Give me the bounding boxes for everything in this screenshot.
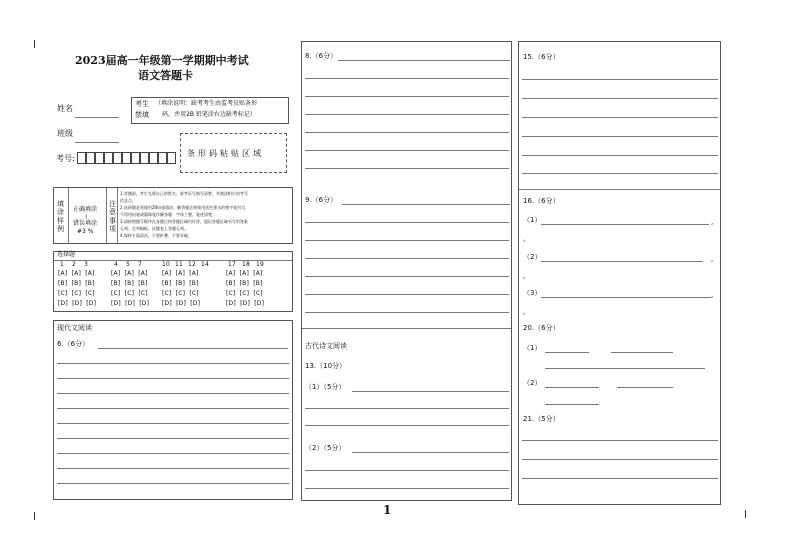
answer-line[interactable] [57, 438, 289, 439]
choice-options[interactable]: [C] [C] [C] [58, 290, 95, 297]
question-13-2-label: （2）（5分） [305, 444, 346, 452]
comma: , [711, 255, 714, 263]
note-line: 信息点。 [120, 198, 136, 203]
choice-options[interactable]: [A] [A] [A] [58, 270, 95, 277]
question-16-1-label: （1） [523, 216, 542, 224]
answer-line[interactable] [305, 222, 509, 223]
choice-number: 19 [256, 261, 265, 268]
choice-options[interactable]: [A] [A] [A] [226, 270, 263, 277]
answer-line[interactable] [57, 423, 289, 424]
note-line: 不得用铅笔或圆珠笔作解答题：字体工整、笔迹清楚。 [120, 212, 216, 217]
answer-line[interactable] [522, 136, 718, 137]
page-title: 2023届高一年级第一学期期中考试 [75, 54, 249, 67]
answer-line[interactable] [352, 452, 509, 453]
exam-no-cell[interactable] [158, 152, 167, 164]
choice-number: 12 [188, 261, 197, 268]
choice-options[interactable]: [D] [D] [D] [162, 300, 201, 307]
note-line: 2.选择题必须使用2B铅笔填涂；解答题必须使用黑色墨水的签字笔书写， [120, 205, 250, 210]
exam-no-cell[interactable] [86, 152, 95, 164]
answer-line[interactable] [305, 276, 509, 277]
answer-line[interactable] [522, 117, 718, 118]
note-line: 无效；在草稿纸、试题卷上答题无效。 [120, 226, 188, 231]
page-subtitle: 语文答题卡 [138, 69, 193, 82]
answer-line[interactable] [305, 78, 509, 79]
answer-line[interactable] [57, 468, 289, 469]
question-20-1-label: （1） [523, 344, 542, 352]
choice-number: 1 [60, 261, 65, 268]
exam-no-cell[interactable] [149, 152, 158, 164]
choice-options[interactable]: [A] [A] [A] [111, 270, 148, 277]
note-line: 4.保持卡面清洁，不要折叠、不要弄破。 [120, 233, 192, 238]
choice-number: 4 [114, 261, 119, 268]
answer-line[interactable] [57, 393, 289, 394]
answer-line[interactable] [57, 363, 289, 364]
column-2 [301, 41, 512, 501]
choice-options[interactable]: [B] [B] [B] [162, 280, 199, 287]
exam-no-cell[interactable] [167, 152, 176, 164]
exam-no-cell[interactable] [131, 152, 140, 164]
barcode-label: 条形码粘贴区域 [187, 149, 264, 158]
choice-options[interactable]: [B] [B] [B] [111, 280, 148, 287]
answer-line[interactable] [305, 240, 509, 241]
question-16-3-label: （3） [523, 289, 542, 297]
answer-line[interactable] [545, 404, 599, 405]
answer-line[interactable] [305, 294, 509, 295]
choice-number: 7 [138, 261, 143, 268]
class-label: 班级 [57, 129, 73, 138]
notes-label: 注意事项 [109, 200, 116, 234]
section-title: 现代文阅读 [57, 324, 92, 332]
answer-line[interactable] [305, 470, 509, 471]
answer-line[interactable] [522, 155, 718, 156]
exam-no-cell[interactable] [122, 152, 131, 164]
page-number: 1 [383, 503, 392, 517]
choice-number: 18 [242, 261, 251, 268]
answer-line[interactable] [545, 368, 705, 369]
question-13-1-label: （1）（5分） [305, 383, 346, 391]
answer-line[interactable] [305, 132, 509, 133]
choice-options[interactable]: [C] [C] [C] [111, 290, 148, 297]
choice-options[interactable]: [A] [A] [A] [162, 270, 199, 277]
answer-line[interactable] [611, 352, 673, 353]
period: 。 [523, 272, 530, 280]
answer-line[interactable] [57, 408, 289, 409]
section-divider [519, 189, 720, 190]
answer-line[interactable] [541, 261, 703, 262]
answer-line[interactable] [545, 387, 599, 388]
answer-line[interactable] [522, 98, 718, 99]
answer-line[interactable] [342, 204, 510, 205]
answer-line[interactable] [522, 478, 718, 479]
question-6-label: 6.（6分） [57, 340, 90, 348]
answer-line[interactable] [541, 297, 711, 298]
example-wrong: 错误填涂 [73, 220, 98, 227]
answer-line[interactable] [305, 150, 509, 151]
exam-no-label: 考号: [56, 154, 75, 163]
instructions-box [53, 187, 293, 244]
answer-line[interactable] [522, 173, 718, 174]
answer-line[interactable] [522, 440, 718, 441]
answer-line[interactable] [305, 168, 509, 169]
question-15-label: 15.（6分） [523, 53, 560, 61]
question-9-label: 9.（6分） [305, 196, 338, 204]
choice-options[interactable]: [D] [D] [D] [111, 300, 150, 307]
choice-number: 17 [228, 261, 237, 268]
example-correct: 正确填涂 [73, 206, 98, 213]
answer-line[interactable] [352, 391, 509, 392]
choice-number: 2 [72, 261, 77, 268]
candidate-note-text1: （填涂说明：缺考考生由监考员贴条形 [155, 100, 258, 107]
answer-line[interactable] [541, 224, 709, 225]
barcode-area [180, 133, 287, 173]
choice-options[interactable]: [C] [C] [C] [162, 290, 199, 297]
period: 。 [523, 308, 530, 316]
name-label: 姓名 [57, 104, 73, 113]
note-line: 1.答题前，考生先将自己的姓名、准考证号填写清楚，并填涂相应的考号 [120, 191, 248, 196]
answer-line[interactable] [57, 483, 289, 484]
answer-line[interactable] [305, 114, 509, 115]
question-21-label: 21.（5分） [523, 415, 560, 423]
name-line[interactable] [75, 117, 119, 118]
answer-line[interactable] [617, 387, 673, 388]
exam-no-cell[interactable] [104, 152, 113, 164]
registration-mark [34, 40, 35, 48]
question-16-label: 16.（6分） [523, 197, 560, 205]
answer-line[interactable] [57, 378, 289, 379]
question-20-2-label: （2） [523, 379, 542, 387]
choice-number: 14 [201, 261, 210, 268]
question-16-2-label: （2） [523, 253, 542, 261]
period: 。 [523, 235, 530, 243]
notes-list [120, 190, 292, 239]
comma: , [711, 291, 714, 299]
answer-line[interactable] [98, 348, 288, 349]
answer-line[interactable] [305, 312, 509, 313]
example-label: 填涂样例 [57, 200, 64, 234]
note-line: 3.请按照题号顺序在各题目的答题区域内作答，超出答题区域书写的答案 [120, 219, 248, 224]
question-13-label: 13.（10分） [305, 362, 347, 370]
answer-line[interactable] [57, 453, 289, 454]
answer-line[interactable] [338, 60, 510, 61]
answer-line[interactable] [522, 459, 718, 460]
answer-line[interactable] [305, 425, 509, 426]
choice-options[interactable]: [D] [D] [D] [58, 300, 97, 307]
exam-no-cell[interactable] [77, 152, 86, 164]
section-divider [302, 328, 511, 329]
candidate-note-prefix1: 考生 [135, 100, 149, 108]
choice-number: 10 [162, 261, 171, 268]
registration-mark [745, 510, 746, 518]
choice-options[interactable]: [D] [D] [D] [226, 300, 265, 307]
answer-line[interactable] [305, 408, 509, 409]
exam-no-cell[interactable] [95, 152, 104, 164]
class-line[interactable] [75, 142, 119, 143]
answer-line[interactable] [522, 79, 718, 80]
candidate-note-box [131, 97, 289, 124]
candidate-note-text2: 码，并用2B 铅笔涂右边缺考标记） [162, 111, 256, 118]
example-mark: ! [85, 214, 88, 221]
answer-line[interactable] [305, 488, 509, 489]
exam-no-cell[interactable] [113, 152, 122, 164]
registration-mark [34, 512, 35, 520]
comma: , [711, 218, 714, 226]
choice-number: 11 [175, 261, 184, 268]
choice-number: 3 [84, 261, 89, 268]
choice-options[interactable]: [B] [B] [B] [58, 280, 95, 287]
answer-line[interactable] [305, 96, 509, 97]
choice-section [53, 251, 293, 312]
exam-no-cell[interactable] [140, 152, 149, 164]
candidate-note-prefix2: 禁填 [135, 111, 149, 119]
section-title: 古代诗文阅读 [305, 342, 347, 350]
choice-number: 5 [126, 261, 131, 268]
answer-line[interactable] [305, 258, 509, 259]
choice-options[interactable]: [C] [C] [C] [226, 290, 263, 297]
question-8-label: 8.（6分） [305, 52, 338, 60]
modern-reading-section [53, 320, 293, 500]
column-3 [518, 41, 721, 505]
choice-title: 选择题 [57, 251, 76, 258]
answer-line[interactable] [545, 352, 589, 353]
question-20-label: 20.（6分） [523, 324, 560, 332]
example-wrong-marks: #3 % [77, 228, 94, 235]
choice-options[interactable]: [B] [B] [B] [226, 280, 263, 287]
